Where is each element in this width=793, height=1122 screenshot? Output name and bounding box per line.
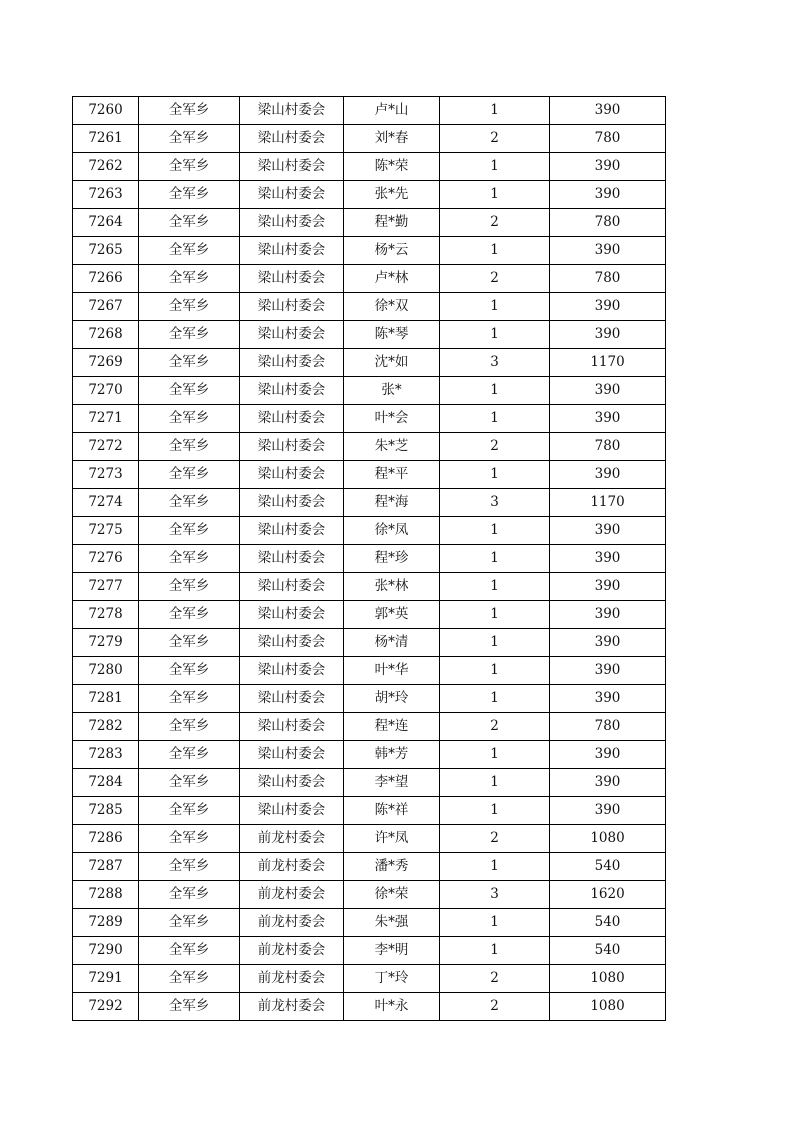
township-cell: 全军乡 bbox=[139, 629, 240, 657]
row-number-cell: 7260 bbox=[73, 97, 139, 125]
amount-cell: 390 bbox=[550, 657, 666, 685]
township-cell: 全军乡 bbox=[139, 265, 240, 293]
row-number-cell: 7282 bbox=[73, 713, 139, 741]
township-cell: 全军乡 bbox=[139, 377, 240, 405]
person-name-cell: 朱*强 bbox=[344, 909, 440, 937]
table-row bbox=[73, 265, 666, 293]
amount-cell: 390 bbox=[550, 517, 666, 545]
table-row bbox=[73, 993, 666, 1021]
village-committee-cell: 梁山村委会 bbox=[240, 629, 344, 657]
row-number-cell: 7262 bbox=[73, 153, 139, 181]
row-number-cell: 7287 bbox=[73, 853, 139, 881]
village-committee-cell: 梁山村委会 bbox=[240, 209, 344, 237]
person-name-cell: 程*珍 bbox=[344, 545, 440, 573]
township-cell: 全军乡 bbox=[139, 349, 240, 377]
township-cell: 全军乡 bbox=[139, 461, 240, 489]
village-committee-cell: 梁山村委会 bbox=[240, 153, 344, 181]
person-name-cell: 程*平 bbox=[344, 461, 440, 489]
township-cell: 全军乡 bbox=[139, 825, 240, 853]
township-cell: 全军乡 bbox=[139, 769, 240, 797]
amount-cell: 390 bbox=[550, 181, 666, 209]
amount-cell: 390 bbox=[550, 629, 666, 657]
person-name-cell: 许*凤 bbox=[344, 825, 440, 853]
headcount-cell: 1 bbox=[440, 769, 550, 797]
amount-cell: 390 bbox=[550, 685, 666, 713]
headcount-cell: 3 bbox=[440, 881, 550, 909]
person-name-cell: 朱*芝 bbox=[344, 433, 440, 461]
township-cell: 全军乡 bbox=[139, 517, 240, 545]
village-committee-cell: 前龙村委会 bbox=[240, 853, 344, 881]
person-name-cell: 杨*云 bbox=[344, 237, 440, 265]
row-number-cell: 7270 bbox=[73, 377, 139, 405]
headcount-cell: 1 bbox=[440, 545, 550, 573]
headcount-cell: 1 bbox=[440, 517, 550, 545]
person-name-cell: 叶*华 bbox=[344, 657, 440, 685]
table-row bbox=[73, 909, 666, 937]
headcount-cell: 1 bbox=[440, 293, 550, 321]
row-number-cell: 7290 bbox=[73, 937, 139, 965]
village-committee-cell: 前龙村委会 bbox=[240, 909, 344, 937]
headcount-cell: 2 bbox=[440, 713, 550, 741]
village-committee-cell: 梁山村委会 bbox=[240, 377, 344, 405]
amount-cell: 1080 bbox=[550, 825, 666, 853]
headcount-cell: 1 bbox=[440, 97, 550, 125]
headcount-cell: 1 bbox=[440, 461, 550, 489]
row-number-cell: 7285 bbox=[73, 797, 139, 825]
village-committee-cell: 梁山村委会 bbox=[240, 293, 344, 321]
row-number-cell: 7266 bbox=[73, 265, 139, 293]
amount-cell: 540 bbox=[550, 937, 666, 965]
township-cell: 全军乡 bbox=[139, 97, 240, 125]
table-row bbox=[73, 769, 666, 797]
amount-cell: 540 bbox=[550, 909, 666, 937]
amount-cell: 390 bbox=[550, 545, 666, 573]
person-name-cell: 陈*祥 bbox=[344, 797, 440, 825]
table-row bbox=[73, 685, 666, 713]
row-number-cell: 7269 bbox=[73, 349, 139, 377]
person-name-cell: 徐*双 bbox=[344, 293, 440, 321]
row-number-cell: 7271 bbox=[73, 405, 139, 433]
row-number-cell: 7263 bbox=[73, 181, 139, 209]
table-row bbox=[73, 797, 666, 825]
amount-cell: 390 bbox=[550, 741, 666, 769]
township-cell: 全军乡 bbox=[139, 993, 240, 1021]
table-row bbox=[73, 153, 666, 181]
table-row bbox=[73, 349, 666, 377]
person-name-cell: 徐*荣 bbox=[344, 881, 440, 909]
row-number-cell: 7281 bbox=[73, 685, 139, 713]
village-committee-cell: 梁山村委会 bbox=[240, 657, 344, 685]
table-row bbox=[73, 433, 666, 461]
person-name-cell: 程*连 bbox=[344, 713, 440, 741]
village-committee-cell: 梁山村委会 bbox=[240, 545, 344, 573]
headcount-cell: 3 bbox=[440, 349, 550, 377]
township-cell: 全军乡 bbox=[139, 965, 240, 993]
village-committee-cell: 前龙村委会 bbox=[240, 825, 344, 853]
amount-cell: 390 bbox=[550, 405, 666, 433]
amount-cell: 390 bbox=[550, 601, 666, 629]
township-cell: 全军乡 bbox=[139, 685, 240, 713]
row-number-cell: 7289 bbox=[73, 909, 139, 937]
amount-cell: 390 bbox=[550, 321, 666, 349]
amount-cell: 1080 bbox=[550, 965, 666, 993]
township-cell: 全军乡 bbox=[139, 489, 240, 517]
row-number-cell: 7278 bbox=[73, 601, 139, 629]
headcount-cell: 1 bbox=[440, 405, 550, 433]
headcount-cell: 1 bbox=[440, 377, 550, 405]
row-number-cell: 7277 bbox=[73, 573, 139, 601]
person-name-cell: 李*明 bbox=[344, 937, 440, 965]
village-committee-cell: 前龙村委会 bbox=[240, 881, 344, 909]
headcount-cell: 1 bbox=[440, 741, 550, 769]
person-name-cell: 潘*秀 bbox=[344, 853, 440, 881]
township-cell: 全军乡 bbox=[139, 153, 240, 181]
headcount-cell: 1 bbox=[440, 685, 550, 713]
township-cell: 全军乡 bbox=[139, 657, 240, 685]
village-committee-cell: 梁山村委会 bbox=[240, 769, 344, 797]
row-number-cell: 7280 bbox=[73, 657, 139, 685]
row-number-cell: 7292 bbox=[73, 993, 139, 1021]
headcount-cell: 1 bbox=[440, 629, 550, 657]
person-name-cell: 程*海 bbox=[344, 489, 440, 517]
table-row bbox=[73, 461, 666, 489]
table-row bbox=[73, 573, 666, 601]
table-row bbox=[73, 489, 666, 517]
village-committee-cell: 前龙村委会 bbox=[240, 993, 344, 1021]
person-name-cell: 徐*凤 bbox=[344, 517, 440, 545]
village-committee-cell: 梁山村委会 bbox=[240, 685, 344, 713]
township-cell: 全军乡 bbox=[139, 321, 240, 349]
headcount-cell: 1 bbox=[440, 797, 550, 825]
village-committee-cell: 梁山村委会 bbox=[240, 181, 344, 209]
amount-cell: 1170 bbox=[550, 349, 666, 377]
table-row bbox=[73, 881, 666, 909]
headcount-cell: 2 bbox=[440, 993, 550, 1021]
person-name-cell: 郭*英 bbox=[344, 601, 440, 629]
headcount-cell: 2 bbox=[440, 433, 550, 461]
amount-cell: 390 bbox=[550, 769, 666, 797]
headcount-cell: 1 bbox=[440, 853, 550, 881]
person-name-cell: 叶*永 bbox=[344, 993, 440, 1021]
person-name-cell: 胡*玲 bbox=[344, 685, 440, 713]
village-committee-cell: 梁山村委会 bbox=[240, 125, 344, 153]
village-committee-cell: 梁山村委会 bbox=[240, 349, 344, 377]
table-row bbox=[73, 545, 666, 573]
township-cell: 全军乡 bbox=[139, 405, 240, 433]
village-committee-cell: 梁山村委会 bbox=[240, 713, 344, 741]
village-committee-cell: 梁山村委会 bbox=[240, 517, 344, 545]
headcount-cell: 2 bbox=[440, 125, 550, 153]
township-cell: 全军乡 bbox=[139, 181, 240, 209]
table-row bbox=[73, 741, 666, 769]
village-committee-cell: 前龙村委会 bbox=[240, 965, 344, 993]
township-cell: 全军乡 bbox=[139, 937, 240, 965]
table-row bbox=[73, 125, 666, 153]
township-cell: 全军乡 bbox=[139, 209, 240, 237]
amount-cell: 390 bbox=[550, 97, 666, 125]
row-number-cell: 7275 bbox=[73, 517, 139, 545]
amount-cell: 780 bbox=[550, 209, 666, 237]
amount-cell: 780 bbox=[550, 433, 666, 461]
township-cell: 全军乡 bbox=[139, 853, 240, 881]
row-number-cell: 7283 bbox=[73, 741, 139, 769]
person-name-cell: 程*勤 bbox=[344, 209, 440, 237]
person-name-cell: 韩*芳 bbox=[344, 741, 440, 769]
row-number-cell: 7264 bbox=[73, 209, 139, 237]
table-row bbox=[73, 321, 666, 349]
village-committee-cell: 梁山村委会 bbox=[240, 97, 344, 125]
table-row bbox=[73, 517, 666, 545]
amount-cell: 780 bbox=[550, 713, 666, 741]
headcount-cell: 1 bbox=[440, 657, 550, 685]
headcount-cell: 1 bbox=[440, 601, 550, 629]
table-row bbox=[73, 293, 666, 321]
table-row bbox=[73, 657, 666, 685]
table-row bbox=[73, 97, 666, 125]
amount-cell: 390 bbox=[550, 461, 666, 489]
township-cell: 全军乡 bbox=[139, 293, 240, 321]
row-number-cell: 7267 bbox=[73, 293, 139, 321]
table-row bbox=[73, 713, 666, 741]
row-number-cell: 7284 bbox=[73, 769, 139, 797]
amount-cell: 390 bbox=[550, 237, 666, 265]
village-committee-cell: 梁山村委会 bbox=[240, 573, 344, 601]
row-number-cell: 7265 bbox=[73, 237, 139, 265]
person-name-cell: 陈*荣 bbox=[344, 153, 440, 181]
person-name-cell: 沈*如 bbox=[344, 349, 440, 377]
amount-cell: 1080 bbox=[550, 993, 666, 1021]
table-row bbox=[73, 629, 666, 657]
township-cell: 全军乡 bbox=[139, 909, 240, 937]
person-name-cell: 张*林 bbox=[344, 573, 440, 601]
township-cell: 全军乡 bbox=[139, 125, 240, 153]
township-cell: 全军乡 bbox=[139, 545, 240, 573]
village-committee-cell: 梁山村委会 bbox=[240, 321, 344, 349]
person-name-cell: 叶*会 bbox=[344, 405, 440, 433]
row-number-cell: 7276 bbox=[73, 545, 139, 573]
village-committee-cell: 梁山村委会 bbox=[240, 797, 344, 825]
row-number-cell: 7274 bbox=[73, 489, 139, 517]
amount-cell: 780 bbox=[550, 265, 666, 293]
village-committee-cell: 梁山村委会 bbox=[240, 601, 344, 629]
row-number-cell: 7261 bbox=[73, 125, 139, 153]
amount-cell: 390 bbox=[550, 293, 666, 321]
headcount-cell: 3 bbox=[440, 489, 550, 517]
data-table bbox=[72, 96, 666, 1021]
table-row bbox=[73, 825, 666, 853]
amount-cell: 390 bbox=[550, 797, 666, 825]
headcount-cell: 2 bbox=[440, 209, 550, 237]
person-name-cell: 张* bbox=[344, 377, 440, 405]
table-row bbox=[73, 209, 666, 237]
township-cell: 全军乡 bbox=[139, 601, 240, 629]
headcount-cell: 1 bbox=[440, 321, 550, 349]
headcount-cell: 1 bbox=[440, 937, 550, 965]
village-committee-cell: 梁山村委会 bbox=[240, 741, 344, 769]
amount-cell: 540 bbox=[550, 853, 666, 881]
township-cell: 全军乡 bbox=[139, 881, 240, 909]
amount-cell: 390 bbox=[550, 573, 666, 601]
row-number-cell: 7268 bbox=[73, 321, 139, 349]
headcount-cell: 2 bbox=[440, 265, 550, 293]
headcount-cell: 1 bbox=[440, 181, 550, 209]
village-committee-cell: 梁山村委会 bbox=[240, 461, 344, 489]
row-number-cell: 7291 bbox=[73, 965, 139, 993]
person-name-cell: 卢*山 bbox=[344, 97, 440, 125]
village-committee-cell: 前龙村委会 bbox=[240, 937, 344, 965]
village-committee-cell: 梁山村委会 bbox=[240, 237, 344, 265]
village-committee-cell: 梁山村委会 bbox=[240, 405, 344, 433]
row-number-cell: 7272 bbox=[73, 433, 139, 461]
table-row bbox=[73, 601, 666, 629]
township-cell: 全军乡 bbox=[139, 433, 240, 461]
headcount-cell: 1 bbox=[440, 237, 550, 265]
row-number-cell: 7273 bbox=[73, 461, 139, 489]
row-number-cell: 7288 bbox=[73, 881, 139, 909]
row-number-cell: 7279 bbox=[73, 629, 139, 657]
table-row bbox=[73, 181, 666, 209]
township-cell: 全军乡 bbox=[139, 797, 240, 825]
township-cell: 全军乡 bbox=[139, 573, 240, 601]
amount-cell: 390 bbox=[550, 377, 666, 405]
headcount-cell: 2 bbox=[440, 965, 550, 993]
headcount-cell: 1 bbox=[440, 153, 550, 181]
table-row bbox=[73, 853, 666, 881]
table-row bbox=[73, 237, 666, 265]
person-name-cell: 刘*春 bbox=[344, 125, 440, 153]
person-name-cell: 卢*林 bbox=[344, 265, 440, 293]
table-row bbox=[73, 965, 666, 993]
village-committee-cell: 梁山村委会 bbox=[240, 265, 344, 293]
table-body bbox=[73, 97, 666, 1021]
township-cell: 全军乡 bbox=[139, 713, 240, 741]
headcount-cell: 1 bbox=[440, 909, 550, 937]
row-number-cell: 7286 bbox=[73, 825, 139, 853]
person-name-cell: 张*先 bbox=[344, 181, 440, 209]
village-committee-cell: 梁山村委会 bbox=[240, 433, 344, 461]
amount-cell: 780 bbox=[550, 125, 666, 153]
table-row bbox=[73, 937, 666, 965]
person-name-cell: 李*望 bbox=[344, 769, 440, 797]
person-name-cell: 陈*琴 bbox=[344, 321, 440, 349]
person-name-cell: 杨*清 bbox=[344, 629, 440, 657]
headcount-cell: 2 bbox=[440, 825, 550, 853]
person-name-cell: 丁*玲 bbox=[344, 965, 440, 993]
amount-cell: 1620 bbox=[550, 881, 666, 909]
headcount-cell: 1 bbox=[440, 573, 550, 601]
table-row bbox=[73, 377, 666, 405]
table-row bbox=[73, 405, 666, 433]
village-committee-cell: 梁山村委会 bbox=[240, 489, 344, 517]
township-cell: 全军乡 bbox=[139, 237, 240, 265]
amount-cell: 1170 bbox=[550, 489, 666, 517]
amount-cell: 390 bbox=[550, 153, 666, 181]
township-cell: 全军乡 bbox=[139, 741, 240, 769]
